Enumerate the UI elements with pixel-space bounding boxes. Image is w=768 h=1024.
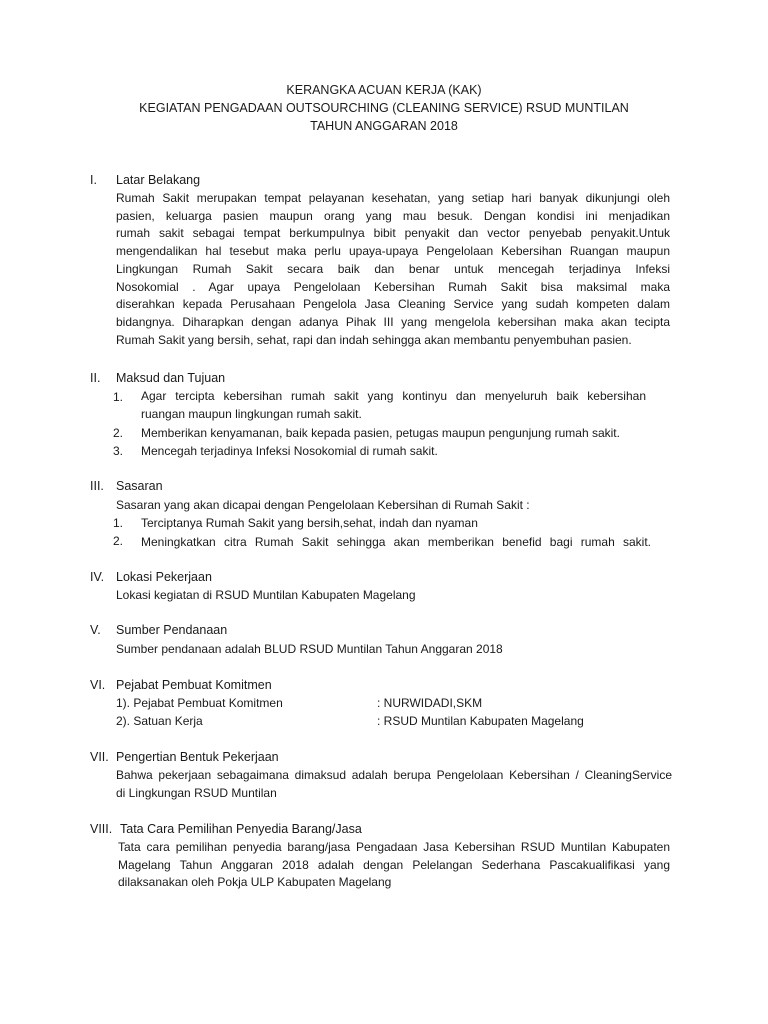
section-heading-1 (90, 173, 200, 187)
paragraph-line: mengendalikan hal tesebut maka perlu upaya-upaya Pengelolaan Kebersihan Ruangan maupun (116, 244, 670, 259)
work-unit-label: 2). Satuan Kerja (116, 714, 203, 728)
list-item: Memberikan kenyamanan, baik kepada pasien, petugas maupun pengunjung rumah sakit. (141, 426, 620, 440)
paragraph-line: rumah sakit sebagai tempat berkumpulnya bibit penyakit dan vector penyebab penyakit.Untuk (116, 226, 670, 241)
section-title: Sumber Pendanaan (116, 623, 228, 637)
paragraph-line: Lingkungan Rumah Sakit secara baik dan benar untuk mencegah terjadinya Infeksi (116, 261, 670, 276)
section-title: Tata Cara Pemilihan Penyedia Barang/Jasa (120, 822, 362, 836)
list-item-line: ruangan maupun lingkungan rumah sakit. (141, 406, 362, 421)
list-item (141, 388, 646, 423)
paragraph-line: diserahkan kepada Perusahaan Pengelola Jasa Cleaning Service yang sudah kompeten dalam (116, 297, 670, 312)
work-unit-value: : RSUD Muntilan Kabupaten Magelang (377, 714, 584, 728)
section-5-text: Sumber pendanaan adalah BLUD RSUD Muntilan Tahun Anggaran 2018 (116, 642, 503, 656)
section-number: VIII. (90, 822, 113, 836)
section-7-paragraph (116, 767, 672, 802)
section-number: V. (90, 623, 101, 637)
doc-title-line-2: KEGIATAN PENGADAAN OUTSOURCHING (CLEANING SERVICE) RSUD MUNTILAN (139, 101, 629, 115)
paragraph-line: di Lingkungan RSUD Muntilan (116, 785, 277, 800)
list-item (141, 534, 651, 552)
paragraph-line: pasien, keluarga pasien maupun orang yang mau besuk. Dengan kondisi ini menjadikan (116, 208, 670, 223)
list-item-number: 2. (113, 534, 124, 548)
section-number: I. (90, 173, 97, 187)
paragraph-line: Nosokomial . Agar upaya Pengelolaan Kebersihan Rumah Sakit bisa maksimal maka (116, 279, 670, 294)
section-heading-7 (90, 750, 279, 764)
section-title: Latar Belakang (116, 173, 201, 187)
list-item-number: 1. (113, 516, 124, 530)
section-title: Sasaran (116, 479, 163, 493)
section-title: Lokasi Pekerjaan (116, 570, 212, 584)
section-number: VI. (90, 678, 106, 692)
section-heading-5 (90, 623, 227, 637)
doc-title-line-1: KERANGKA ACUAN KERJA (KAK) (286, 83, 482, 97)
section-heading-8 (90, 822, 362, 836)
section-number: VII. (90, 750, 109, 764)
paragraph-line: dilaksanakan oleh Pokja ULP Kabupaten Magelang (118, 875, 392, 890)
paragraph-line: Magelang Tahun Anggaran 2018 adalah dengan Pelelangan Sederhana Pascakualifikasi yang (118, 857, 670, 872)
section-heading-2 (90, 371, 225, 385)
list-item: Terciptanya Rumah Sakit yang bersih,sehat, indah dan nyaman (141, 516, 478, 530)
section-title: Pengertian Bentuk Pekerjaan (116, 750, 279, 764)
section-8-paragraph (118, 839, 670, 892)
list-item-number: 1. (113, 390, 124, 404)
committee-value: : NURWIDADI,SKM (377, 696, 483, 710)
doc-title-line-3: TAHUN ANGGARAN 2018 (310, 119, 458, 133)
section-3-intro: Sasaran yang akan dicapai dengan Pengelolaan Kebersihan di Rumah Sakit : (116, 498, 530, 512)
section-heading-3 (90, 479, 163, 493)
paragraph-line: Tata cara pemilihan penyedia barang/jasa Pengadaan Jasa Kebersihan RSUD Muntilan Kabupaten (118, 840, 670, 854)
paragraph-line: Rumah Sakit yang bersih, sehat, rapi dan indah sehingga akan membantu penyembuhan pasien. (116, 332, 632, 347)
list-item-number: 3. (113, 444, 124, 458)
committee-label: 1). Pejabat Pembuat Komitmen (116, 696, 283, 710)
section-number: II. (90, 371, 101, 385)
paragraph-line: Rumah Sakit merupakan tempat pelayanan kesehatan, yang setiap hari banyak dikunjungi oleh (116, 191, 670, 205)
section-4-text: Lokasi kegiatan di RSUD Muntilan Kabupaten Magelang (116, 588, 416, 602)
paragraph-line: bidangnya. Diharapkan dengan adanya Pihak III yang mengelola kebersihan maka akan tecipta (116, 314, 670, 329)
list-item-line: Meningkatkan citra Rumah Sakit sehingga akan memberikan benefid bagi rumah sakit. (141, 535, 651, 549)
section-heading-4 (90, 570, 212, 584)
list-item-number: 2. (113, 426, 124, 440)
section-title: Maksud dan Tujuan (116, 371, 226, 385)
section-title: Pejabat Pembuat Komitmen (116, 678, 272, 692)
section-number: III. (90, 479, 104, 493)
section-1-paragraph (116, 190, 670, 349)
list-item: Mencegah terjadinya Infeksi Nosokomial di rumah sakit. (141, 444, 438, 458)
section-number: IV. (90, 570, 105, 584)
list-item-line: Agar tercipta kebersihan rumah sakit yang kontinyu dan menyeluruh baik kebersihan (141, 389, 646, 403)
section-heading-6 (90, 678, 272, 692)
paragraph-line: Bahwa pekerjaan sebagaimana dimaksud adalah berupa Pengelolaan Kebersihan / CleaningService (116, 768, 672, 782)
